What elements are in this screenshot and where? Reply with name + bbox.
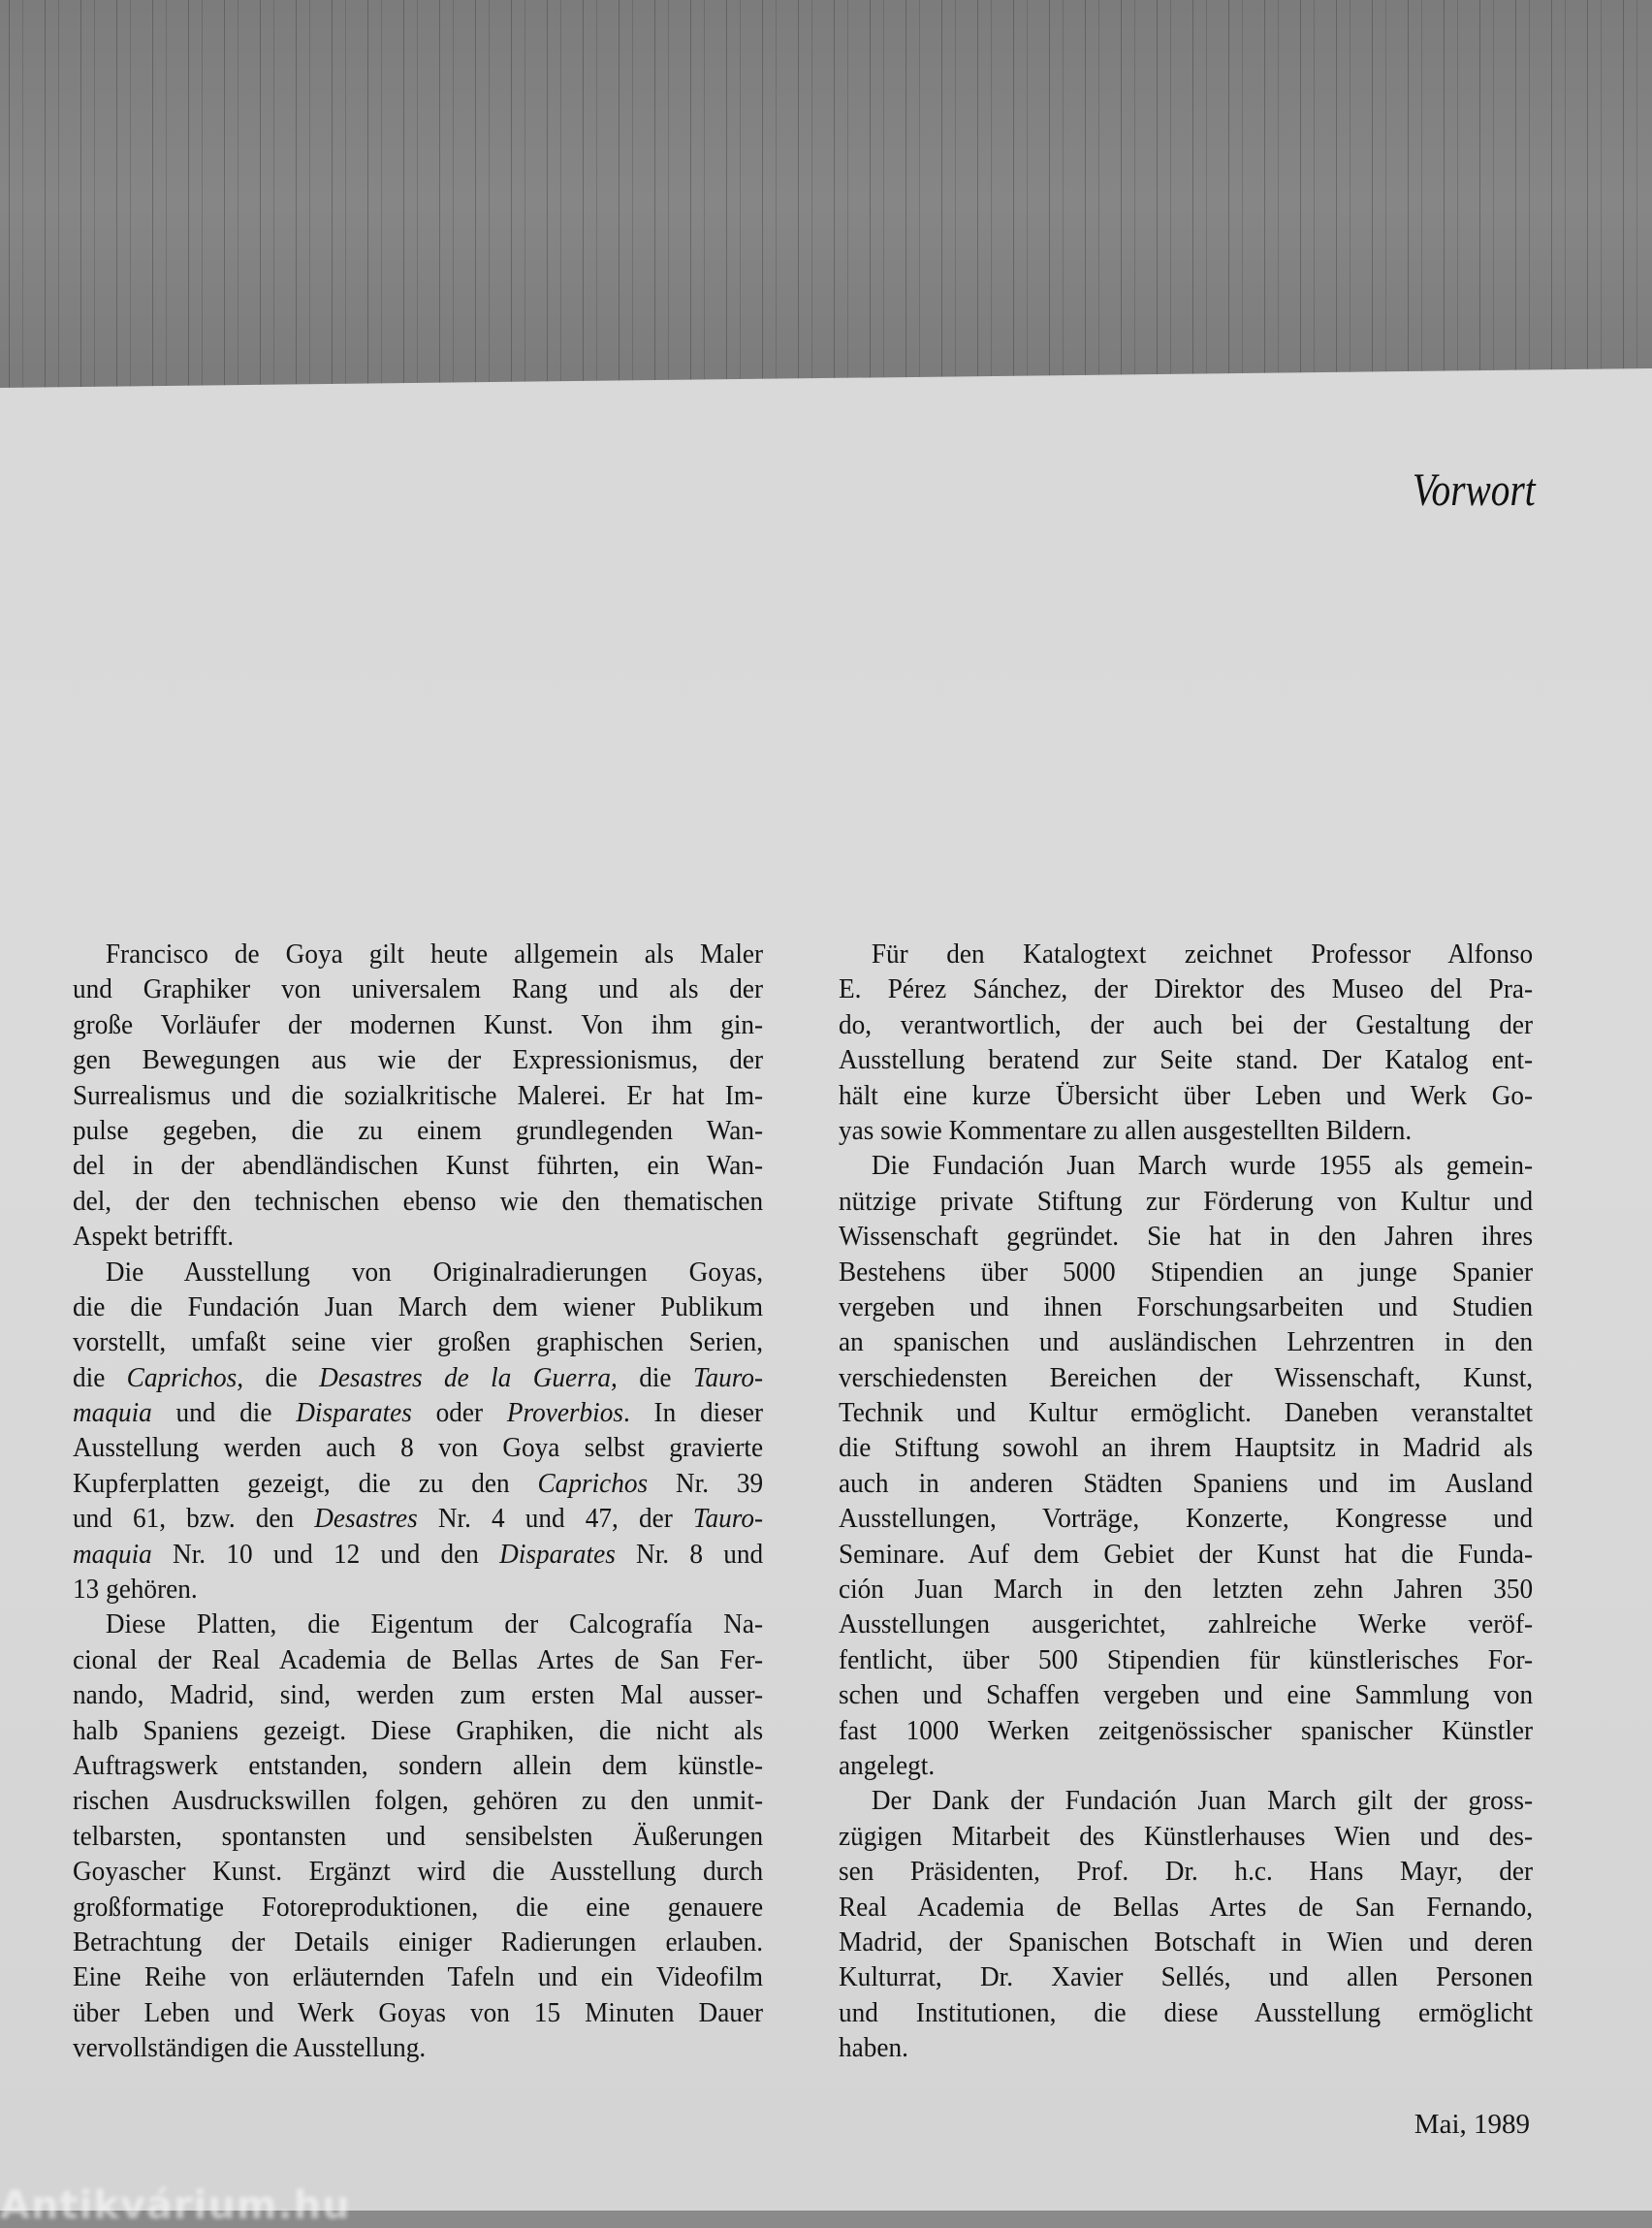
text-line: haben. bbox=[839, 2032, 908, 2064]
text-line: ción Juan March in den letzten zehn Jahren 350 bbox=[839, 1574, 1534, 1606]
text-line: Kupferplatten gezeigt, die zu den Caprichos Nr. 39 bbox=[73, 1467, 764, 1499]
text-line: Eine Reihe von erläuternden Tafeln und ein Videofilm bbox=[73, 1961, 764, 1993]
text-line: telbarsten, spontansten und sensibelsten Äußerungen bbox=[73, 1820, 764, 1852]
paragraph bbox=[73, 1607, 763, 2065]
text-line: die die Fundación Juan March dem wiener Publikum bbox=[73, 1290, 764, 1322]
paragraph bbox=[839, 1783, 1533, 2065]
text-line: Bestehens über 5000 Stipendien an junge Spanier bbox=[839, 1256, 1534, 1288]
text-line: auch in anderen Städten Spaniens und im Ausland bbox=[839, 1467, 1534, 1499]
text-line: Goyascher Kunst. Ergänzt wird die Ausstellung durch bbox=[73, 1856, 764, 1888]
text-line: und 61, bzw. den Desastres Nr. 4 und 47, der Tauro- bbox=[73, 1503, 764, 1535]
italic-title: Caprichos bbox=[537, 1467, 649, 1499]
text-line: und Graphiker von universalem Rang und als der bbox=[73, 973, 764, 1005]
text-line: Die Ausstellung von Originalradierungen Goyas, bbox=[105, 1256, 764, 1288]
text-line: Madrid, der Spanischen Botschaft in Wien und deren bbox=[839, 1926, 1534, 1957]
text-line: Kulturrat, Dr. Xavier Sellés, und allen Personen bbox=[839, 1961, 1534, 1993]
text-line: yas sowie Kommentare zu allen ausgestellten Bildern. bbox=[839, 1114, 1413, 1146]
text-line: Auftragswerk entstanden, sondern allein dem künstle- bbox=[73, 1749, 764, 1781]
italic-title: Caprichos, bbox=[126, 1361, 244, 1393]
text-line: großformatige Fotoreproduktionen, die eine genauere bbox=[73, 1891, 764, 1923]
text-line: Aspekt betrifft. bbox=[73, 1221, 235, 1253]
text-line: nando, Madrid, sind, werden zum ersten Mal ausser- bbox=[73, 1679, 764, 1711]
text-line: und Institutionen, die diese Ausstellung ermöglicht bbox=[839, 1996, 1534, 2028]
text-line: Surrealismus und die sozialkritische Malerei. Er hat Im- bbox=[73, 1079, 764, 1111]
italic-title: Tauro- bbox=[692, 1503, 764, 1535]
paragraph bbox=[839, 1148, 1533, 1783]
italic-title: Desastres de la Guerra, bbox=[319, 1361, 618, 1393]
text-line: Ausstellung beratend zur Seite stand. Der Katalog ent- bbox=[839, 1044, 1534, 1076]
page-title: Vorwort bbox=[1413, 464, 1536, 516]
text-line: halb Spaniens gezeigt. Diese Graphiken, die nicht als bbox=[73, 1714, 764, 1746]
text-line: Ausstellung werden auch 8 von Goya selbst gravierte bbox=[73, 1432, 764, 1464]
text-line: vervollständigen die Ausstellung. bbox=[73, 2032, 427, 2064]
text-line: die Stiftung sowohl an ihrem Hauptsitz in Madrid als bbox=[839, 1432, 1534, 1464]
text-line: zügigen Mitarbeit des Künstlerhauses Wien und des- bbox=[839, 1820, 1534, 1852]
paragraph bbox=[839, 937, 1533, 1148]
date-signature: Mai, 1989 bbox=[1414, 2109, 1530, 2140]
text-line: rischen Ausdruckswillen folgen, gehören zu den unmit- bbox=[73, 1785, 764, 1817]
text-line: schen und Schaffen vergeben und eine Sammlung von bbox=[839, 1679, 1534, 1711]
text-line: del, der den technischen ebenso wie den thematischen bbox=[73, 1185, 764, 1217]
text-line: große Vorläufer der modernen Kunst. Von ihm gin- bbox=[73, 1008, 764, 1040]
text-line: Technik und Kultur ermöglicht. Daneben veranstaltet bbox=[839, 1397, 1534, 1429]
italic-title: maquia bbox=[73, 1397, 152, 1429]
text-line: verschiedensten Bereichen der Wissenschaft, Kunst, bbox=[839, 1361, 1534, 1393]
text-line: E. Pérez Sánchez, der Direktor des Museo del Pra- bbox=[839, 973, 1534, 1005]
text-line: Die Fundación Juan March wurde 1955 als gemein- bbox=[871, 1150, 1534, 1182]
text-line: pulse gegeben, die zu einem grundlegenden Wan- bbox=[73, 1114, 764, 1146]
italic-title: maquia bbox=[73, 1538, 152, 1570]
text-line: Diese Platten, die Eigentum der Calcografía Na- bbox=[105, 1608, 764, 1640]
watermark: Antikvárium.hu bbox=[0, 2183, 351, 2228]
text-line: cional der Real Academia de Bellas Artes de San Fer- bbox=[73, 1643, 764, 1675]
text-line: die Caprichos, die Desastres de la Guerra, die Tauro- bbox=[73, 1361, 764, 1393]
text-line: fentlicht, über 500 Stipendien für künstlerisches For- bbox=[839, 1643, 1534, 1675]
text-line: Betrachtung der Details einiger Radierungen erlauben. bbox=[73, 1926, 764, 1957]
text-line: Real Academia de Bellas Artes de San Fernando, bbox=[839, 1891, 1534, 1923]
text-line: Ausstellungen, Vorträge, Konzerte, Kongresse und bbox=[839, 1503, 1534, 1535]
italic-title: Tauro- bbox=[692, 1361, 764, 1393]
text-line: gen Bewegungen aus wie der Expressionismus, der bbox=[73, 1044, 764, 1076]
paragraph bbox=[73, 1255, 763, 1607]
paragraph bbox=[73, 937, 763, 1255]
italic-title: Proverbios bbox=[506, 1397, 623, 1429]
text-line: sen Präsidenten, Prof. Dr. h.c. Hans Mayr, der bbox=[839, 1856, 1534, 1888]
text-line: hält eine kurze Übersicht über Leben und Werk Go- bbox=[839, 1079, 1534, 1111]
text-line: Seminare. Auf dem Gebiet der Kunst hat die Funda- bbox=[839, 1538, 1534, 1570]
italic-title: Desastres bbox=[314, 1503, 418, 1535]
text-line: Für den Katalogtext zeichnet Professor Alfonso bbox=[871, 939, 1534, 970]
text-column-right bbox=[839, 937, 1533, 2066]
italic-title: Disparates bbox=[296, 1397, 412, 1429]
text-line: maquia und die Disparates oder Proverbios. In dieser bbox=[73, 1397, 764, 1429]
text-line: Francisco de Goya gilt heute allgemein als Maler bbox=[105, 939, 764, 970]
text-column-left bbox=[73, 937, 763, 2066]
wood-surface-background bbox=[0, 0, 1652, 407]
text-line: nützige private Stiftung zur Förderung von Kultur und bbox=[839, 1185, 1534, 1217]
text-line: vergeben und ihnen Forschungsarbeiten und Studien bbox=[839, 1290, 1534, 1322]
text-line: angelegt. bbox=[839, 1749, 936, 1781]
text-line: Ausstellungen ausgerichtet, zahlreiche Werke veröf- bbox=[839, 1608, 1534, 1640]
text-line: maquia Nr. 10 und 12 und den Disparates Nr. 8 und bbox=[73, 1538, 764, 1570]
text-line: do, verantwortlich, der auch bei der Gestaltung der bbox=[839, 1008, 1534, 1040]
text-line: del in der abendländischen Kunst führten, ein Wan- bbox=[73, 1150, 764, 1182]
text-line: 13 gehören. bbox=[73, 1574, 198, 1606]
text-line: Wissenschaft gegründet. Sie hat in den Jahren ihres bbox=[839, 1221, 1534, 1253]
text-line: Der Dank der Fundación Juan March gilt der gross- bbox=[871, 1785, 1534, 1817]
italic-title: Disparates bbox=[499, 1538, 616, 1570]
text-line: fast 1000 Werken zeitgenössischer spanischer Künstler bbox=[839, 1714, 1534, 1746]
text-line: an spanischen und ausländischen Lehrzentren in den bbox=[839, 1326, 1534, 1358]
text-line: über Leben und Werk Goyas von 15 Minuten Dauer bbox=[73, 1996, 764, 2028]
text-line: vorstellt, umfaßt seine vier großen graphischen Serien, bbox=[73, 1326, 764, 1358]
